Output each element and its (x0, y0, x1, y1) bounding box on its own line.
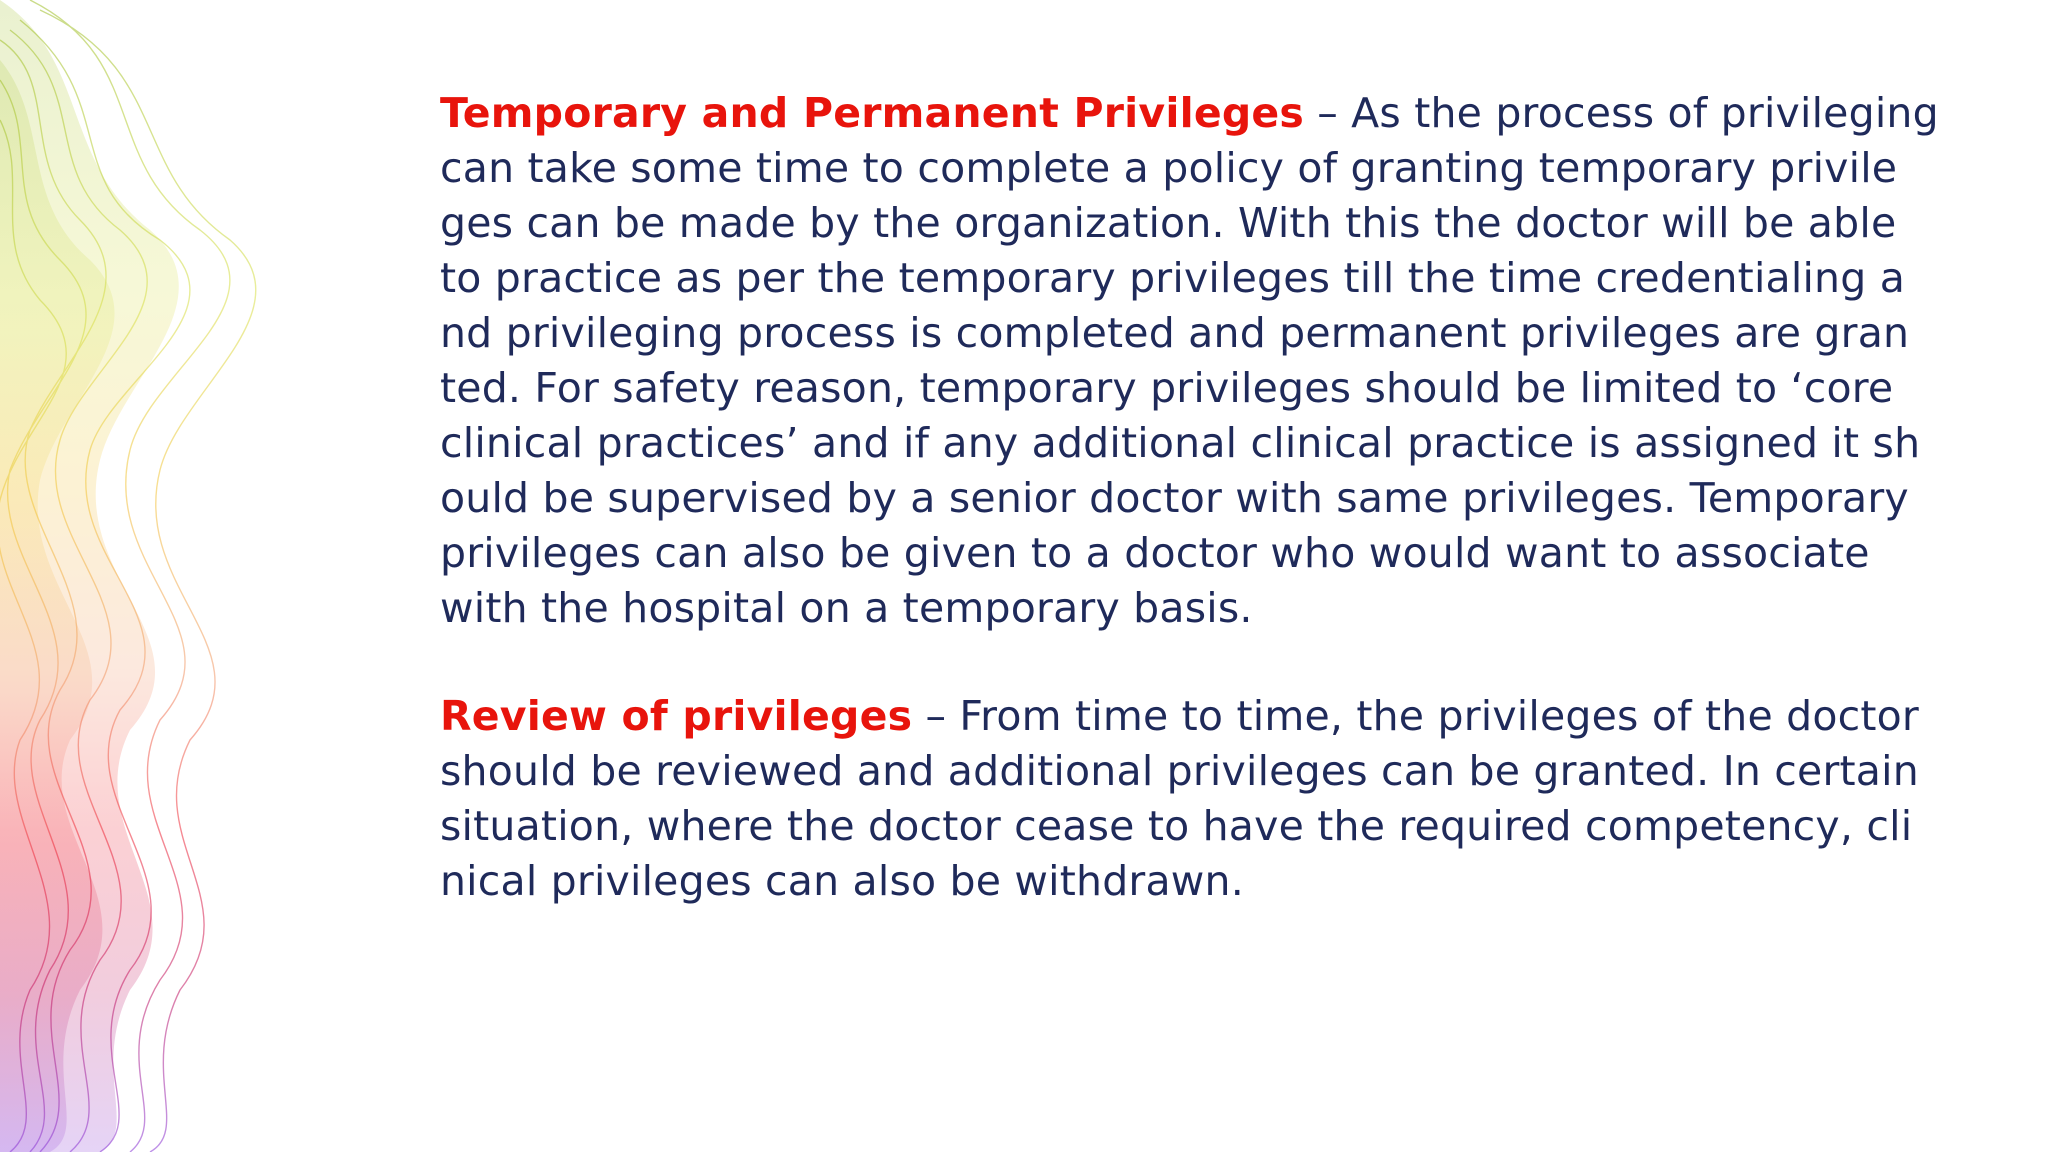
paragraph-line: privileges can also be given to a doctor who would want to associate (440, 529, 1870, 577)
paragraph-line: to practice as per the temporary privileges till the time credentialing a (440, 254, 1906, 302)
paragraph-line: ould be supervised by a senior doctor with same privileges. Temporary (440, 474, 1909, 522)
paragraph-temporary-permanent-privileges (440, 86, 1960, 636)
paragraph-first-line (440, 689, 1960, 744)
paragraph-lead-text: – From time to time, the privileges of the doctor (912, 692, 1919, 740)
paragraph-line: with the hospital on a temporary basis. (440, 584, 1253, 632)
paragraph-line: can take some time to complete a policy of granting temporary privile (440, 144, 1898, 192)
paragraph-line: situation, where the doctor cease to have the required competency, cli (440, 802, 1913, 850)
paragraph-lead-text: – As the process of privileging (1304, 89, 1939, 137)
heading-temporary-permanent-privileges: Temporary and Permanent Privileges (440, 89, 1304, 137)
smoke-wave-decoration (0, 0, 340, 1152)
paragraph-line: nical privileges can also be withdrawn. (440, 857, 1244, 905)
heading-review-of-privileges: Review of privileges (440, 692, 913, 740)
paragraph-first-line (440, 86, 1960, 141)
paragraph-line: clinical practices’ and if any additional clinical practice is assigned it sh (440, 419, 1921, 467)
paragraph-line: ges can be made by the organization. With this the doctor will be able (440, 199, 1897, 247)
paragraph-review-of-privileges (440, 689, 1960, 909)
paragraph-line: should be reviewed and additional privileges can be granted. In certain (440, 747, 1919, 795)
slide-content (440, 86, 1960, 909)
paragraph-line: ted. For safety reason, temporary privileges should be limited to ‘core (440, 364, 1894, 412)
paragraph-line: nd privileging process is completed and permanent privileges are gran (440, 309, 1910, 357)
